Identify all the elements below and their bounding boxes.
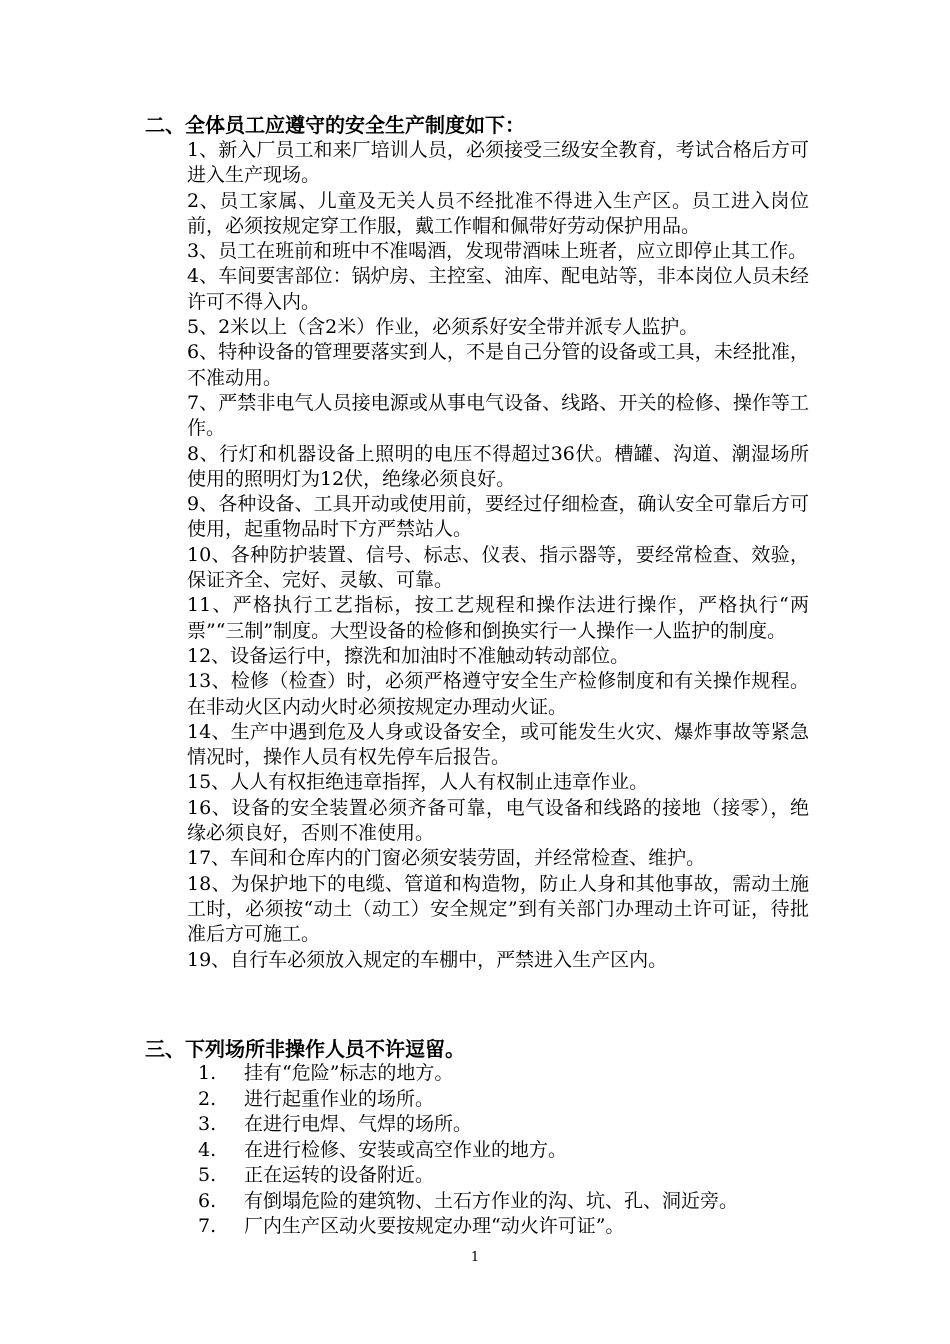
section-2-heading: 二、全体员工应遵守的安全生产制度如下：: [145, 113, 525, 137]
list-item-number: 5.: [198, 1164, 217, 1186]
section-3-list: [198, 1061, 818, 1240]
section-2-list: [187, 138, 809, 973]
list-item-text: 有倒塌危险的建筑物、土石方作业的沟、坑、孔、洞近旁。: [244, 1189, 739, 1212]
list-item-number: 6.: [198, 1189, 217, 1212]
list-item: [198, 1061, 818, 1087]
list-item: 5、2米以上（含2米）作业，必须系好安全带并派专人监护。: [187, 316, 699, 339]
list-item: 9、各种设备、工具开动或使用前，要经过仔细检查，确认安全可靠后方可使用，起重物品时下方严禁站人。: [187, 493, 809, 541]
list-item: 8、行灯和机器设备上照明的电压不得超过36伏。槽罐、沟道、潮湿场所使用的照明灯为12伏，绝缘必须良好。: [187, 442, 809, 490]
list-item-text: 在进行检修、安装或高空作业的地方。: [244, 1138, 568, 1161]
page-number: 1: [470, 1250, 480, 1265]
list-item-number: 2.: [198, 1087, 217, 1110]
list-item: 16、设备的安全装置必须齐备可靠，电气设备和线路的接地（接零），绝缘必须良好，否则不准使用。: [187, 796, 809, 845]
list-item: [198, 1214, 818, 1240]
list-item: 7、严禁非电气人员接电源或从事电气设备、线路、开关的检修、操作等工作。: [187, 391, 809, 440]
list-item: 17、车间和仓库内的门窗必须安装劳固，并经常检查、维护。: [187, 847, 706, 870]
list-item: 3、员工在班前和班中不准喝酒，发现带酒味上班者，应立即停止其工作。: [187, 240, 808, 263]
list-item: 2、员工家属、儿童及无关人员不经批准不得进入生产区。员工进入岗位前，必须按规定穿工作服，戴工作帽和佩带好劳动保护用品。: [187, 189, 809, 237]
list-item: 11、严格执行工艺指标，按工艺规程和操作法进行操作，严格执行“两票”“三制”制度。大型设备的检修和倒换实行一人操作一人监护的制度。: [187, 594, 809, 642]
list-item: 14、生产中遇到危及人身或设备安全，或可能发生火灾、爆炸事故等紧急情况时，操作人员有权先停车后报告。: [187, 720, 809, 769]
list-item: [198, 1112, 818, 1138]
list-item: 15、人人有权拒绝违章指挥，人人有权制止违章作业。: [187, 771, 649, 794]
list-item: 1、新入厂员工和来厂培训人员，必须接受三级安全教育，考试合格后方可进入生产现场。: [187, 139, 809, 187]
list-item-text: 在进行电焊、气焊的场所。: [244, 1113, 473, 1135]
list-item: 13、检修（检查）时，必须严格遵守安全生产检修制度和有关操作规程。在非动火区内动火时必须按规定办理动火证。: [187, 670, 809, 718]
list-item: 12、设备运行中，擦洗和加油时不准触动转动部位。: [187, 644, 630, 667]
list-item: [198, 1163, 818, 1189]
list-item: 18、为保护地下的电缆、管道和构造物，防止人身和其他事故，需动土施工时，必须按“动土（动工）安全规定”到有关部门办理动土许可证，待批准后方可施工。: [187, 872, 809, 946]
list-item: 6、特种设备的管理要落实到人，不是自己分管的设备或工具，未经批准，不准动用。: [187, 341, 809, 389]
list-item: 10、各种防护装置、信号、标志、仪表、指示器等，要经常检查、效验，保证齐全、完好、灵敏、可靠。: [187, 543, 809, 592]
list-item: 4、车间要害部位：锅炉房、主控室、油库、配电站等，非本岗位人员未经许可不得入内。: [187, 265, 809, 313]
list-item: 19、自行车必须放入规定的车棚中，严禁进入生产区内。: [187, 948, 668, 971]
list-item-number: 4.: [198, 1138, 217, 1161]
list-item-number: 3.: [198, 1113, 217, 1135]
list-item-number: 1.: [198, 1062, 217, 1084]
list-item: [198, 1189, 818, 1215]
section-3-heading: 三、下列场所非操作人员不许逗留。: [145, 1037, 465, 1061]
list-item-text: 进行起重作业的场所。: [244, 1087, 435, 1110]
list-item: [198, 1138, 818, 1164]
list-item-number: 7.: [198, 1215, 217, 1237]
list-item-text: 挂有“危险”标志的地方。: [244, 1062, 454, 1084]
list-item-text: 厂内生产区动火要按规定办理“动火许可证”。: [244, 1215, 625, 1237]
list-item: [198, 1087, 818, 1113]
list-item-text: 正在运转的设备附近。: [244, 1164, 435, 1186]
